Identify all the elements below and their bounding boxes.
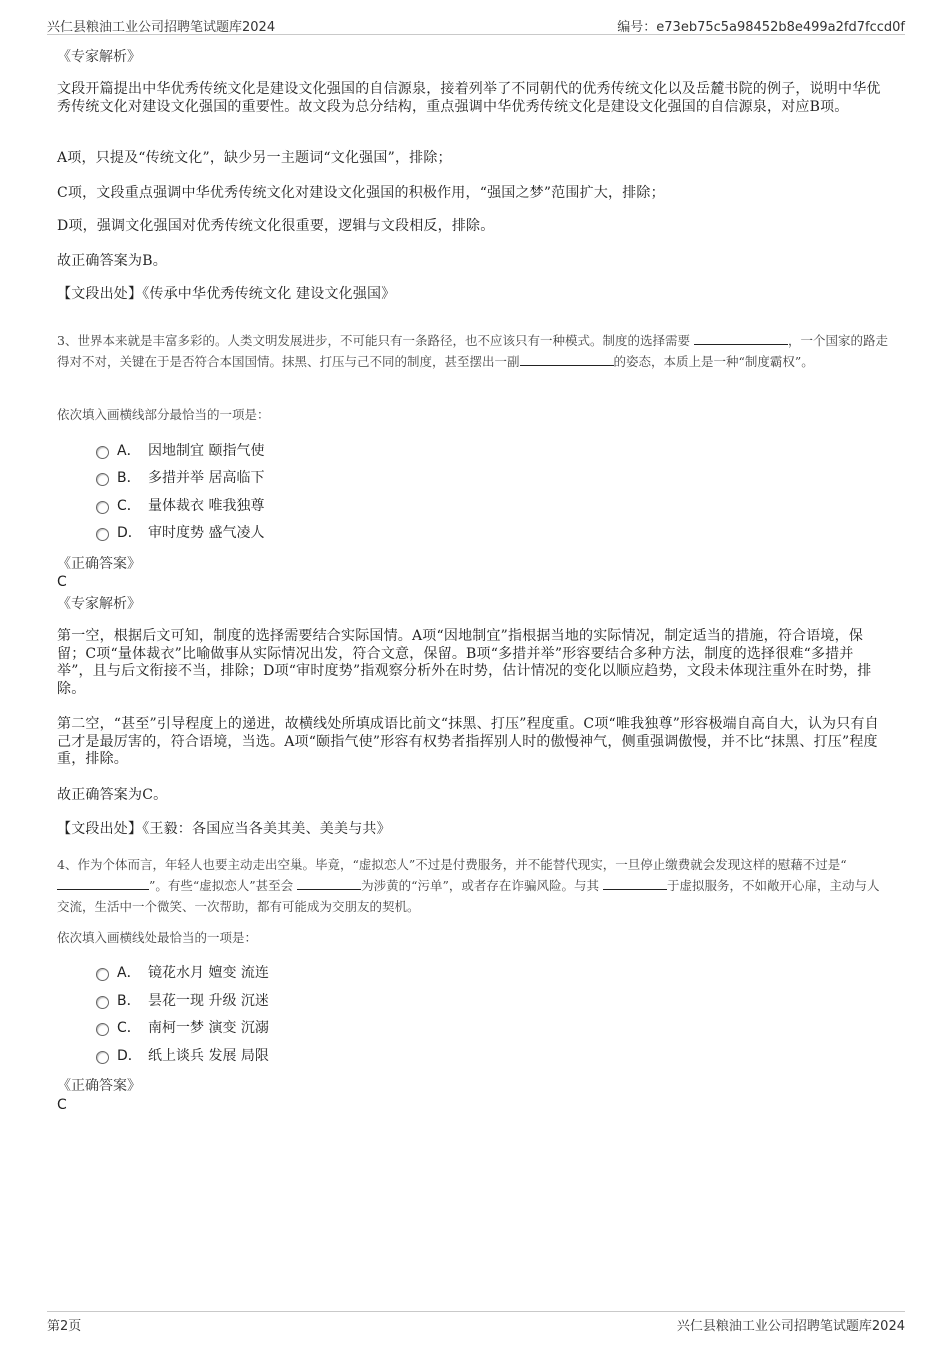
radio-button[interactable] — [96, 528, 109, 541]
fill-blank — [57, 876, 149, 890]
document-code: 编号：e73eb75c5a98452b8e499a2fd7fccd0f — [617, 20, 905, 35]
radio-button[interactable] — [96, 473, 109, 486]
header-title: 兴仁县粮油工业公司招聘笔试题库2024 — [47, 20, 276, 35]
fill-blank — [520, 352, 614, 366]
correct-answer: C — [57, 574, 67, 590]
fill-blank — [297, 876, 361, 890]
source-citation: 【文段出处】《王毅：各国应当各美其美、美美与共》 — [57, 821, 391, 837]
analysis-option-a: A项，只提及“传统文化”，缺少另一主题词“文化强国”，排除； — [57, 150, 452, 166]
source-citation: 【文段出处】《传承中华优秀传统文化 建设文化强国》 — [57, 286, 396, 302]
radio-button[interactable] — [96, 1051, 109, 1064]
correct-answer-label: 《正确答案》 — [57, 556, 141, 572]
radio-button[interactable] — [96, 1023, 109, 1036]
analysis-paragraph: 文段开篇提出中华优秀传统文化是建设文化强国的自信源泉，接着列举了不同朝代的优秀传统文化以及岳麓书院的例子，说明中华优秀传统文化对建设文化强国的重要性。故文段为总分结构，重点强调中华优秀传统文化是建设文化强国的自信源泉，对应B项。 — [57, 81, 881, 115]
correct-answer-label: 《正确答案》 — [57, 1078, 141, 1094]
question-3-prompt: 依次填入画横线部分最恰当的一项是： — [57, 407, 270, 422]
analysis-option-d: D项，强调文化强国对优秀传统文化很重要，逻辑与文段相反，排除。 — [57, 218, 495, 234]
page-footer — [47, 1311, 905, 1334]
fill-blank — [694, 331, 788, 345]
page-header — [47, 14, 905, 35]
analysis-paragraph: 第二空，“甚至”引导程度上的递进，故横线处所填成语比前文“抹黑、打压”程度重。C项“唯我独尊”形容极端自高自大，认为只有自己才是最厉害的，符合语境，当选。A项“颐指气使”形容有权势者指挥别人时的傲慢神气，侧重强调傲慢，并不比“抹黑、打压”程度重，排除。 — [57, 716, 879, 767]
page-number: 第2页 — [47, 1319, 82, 1334]
fill-blank — [603, 876, 667, 890]
expert-analysis-label: 《专家解析》 — [57, 596, 141, 612]
conclusion: 故正确答案为B。 — [57, 253, 167, 269]
footer-title: 兴仁县粮油工业公司招聘笔试题库2024 — [676, 1319, 905, 1334]
radio-button[interactable] — [96, 968, 109, 981]
question-3-text: 3、世界本来就是丰富多彩的。人类文明发展进步，不可能只有一条路径，也不应该只有一种模式。制度的选择需要 ，一个国家的路走得对不对，关键在于是否符合本国国情。抹黑、打压与己不同的制度，甚至摆出一副 的姿态，本质上是一种“制度霸权”。 — [57, 333, 888, 369]
radio-button[interactable] — [96, 996, 109, 1009]
question-4-prompt: 依次填入画横线处最恰当的一项是： — [57, 930, 258, 945]
analysis-option-c: C项，文段重点强调中华优秀传统文化对建设文化强国的积极作用，“强国之梦”范围扩大，排除； — [57, 185, 665, 201]
correct-answer: C — [57, 1097, 67, 1113]
radio-button[interactable] — [96, 501, 109, 514]
radio-button[interactable] — [96, 446, 109, 459]
question-4-text: 4、作为个体而言，年轻人也要主动走出空巢。毕竟，“虚拟恋人”不过是付费服务，并不能替代现实，一旦停止缴费就会发现这样的慰藉不过是“”。有些“虚拟恋人”甚至会 为涉黄的“污单”，或者存在诈骗风险。与其 于虚拟服务，不如敞开心扉，主动与人交流，生活中一个微笑、一次帮助，都有可能成为交朋友的契机。 — [57, 857, 880, 914]
conclusion: 故正确答案为C。 — [57, 787, 168, 803]
analysis-paragraph: 第一空，根据后文可知，制度的选择需要结合实际国情。A项“因地制宜”指根据当地的实际情况，制定适当的措施，符合语境，保留；C项“量体裁衣”比喻做事从实际情况出发，符合文意，保留。B项“多措并举”形容要结合多种方法，制度的选择很难“多措并举”，且与后文衔接不当，排除；D项“审时度势”指观察分析外在时势，估计情况的变化以顺应趋势，文段未体现注重外在时势，排除。 — [57, 628, 872, 697]
expert-analysis-label: 《专家解析》 — [57, 49, 141, 65]
